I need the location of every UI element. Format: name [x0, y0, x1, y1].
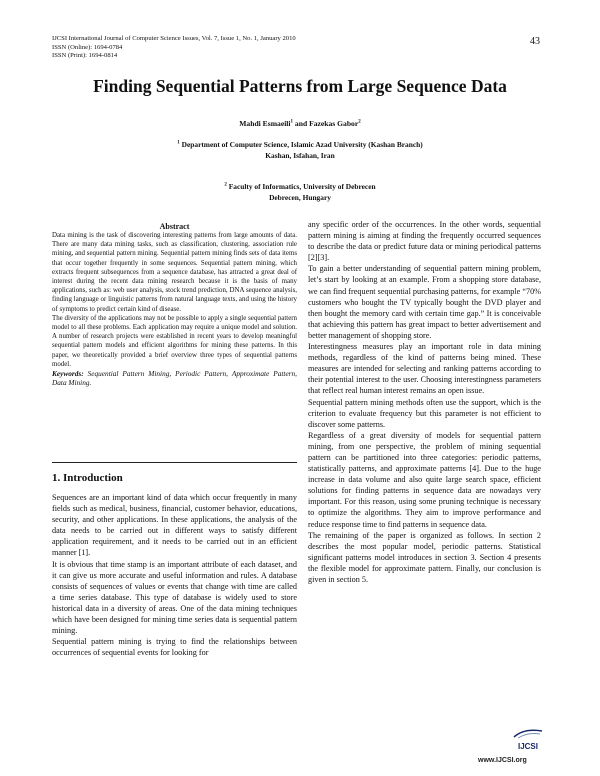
- logo-swoosh-icon: [510, 726, 546, 740]
- issn-print: ISSN (Print): 1694-0814: [52, 52, 118, 60]
- body-paragraph: Regardless of a great diversity of models for sequential pattern mining, from one perspective, the problem of mining sequential pattern can be partitioned into three categories: periodic patterns, statistically patterns, and approximate patterns [4]. Due to the huge increase in data volume and also quite large search space, efficient solutions for finding patterns in sequence data are nowadays very important. For this reason, using some pruning technique is necessary to optimize the algorithms. They aim to improve performance and reduce response time to find patterns in sequence data.: [308, 430, 541, 529]
- body-paragraph: Sequential pattern mining methods often use the support, which is the criterion to evaluate frequency but this parameter is not efficient to discover some patterns.: [308, 397, 541, 429]
- abstract-heading: Abstract: [159, 222, 190, 231]
- body-paragraph: To gain a better understanding of sequential pattern mining problem, let’s start by looking at an example. From a shopping store database, we can find frequent sequential purchasing patterns, for example “70% customers who bought the TV typically bought the DVD player and then bought the memory card with certain time gap.” It is conceivable that achieving this pattern has great impact to better advertisement and better management of shopping store.: [308, 264, 541, 340]
- paper-title: Finding Sequential Patterns from Large Sequence Data: [93, 76, 507, 96]
- body-paragraph: Sequences are an important kind of data which occur frequently in many fields such as medical, business, financial, customer behavior, educations, security, and other applications. In these applications, the analysis of the data needs to be carried out in different ways to satisfy different application requirement, and it needs to be carried out in an efficient manner [1].: [52, 493, 297, 558]
- body-paragraph: any specific order of the occurrences. In the other words, sequential pattern mining is aiming at finding the frequently occurred sequences to describe the data or predict future data or mining periodical patterns [2][3].: [308, 220, 541, 263]
- abstract-paragraph: The diversity of the applications may not be possible to apply a single sequential pattern model to all these problems. Each application may require a unique model and solution. A number of research projects were established in recent years to develop meaningful sequential pattern models and efficient algorithms for mining these patterns. In this paper, we theoretically provided a brief overview three types of sequential patterns model.: [52, 314, 297, 368]
- page-number: 43: [530, 36, 540, 47]
- body-paragraph: The remaining of the paper is organized as follows. In section 2 describes the most popular model, periodic patterns. Statistical significant patterns model introduces in section 3. Section 4 presents the flexible model for approximate pattern. Finally, our conclusion is given in section 5.: [308, 530, 541, 584]
- affiliation-2: $^2$ Faculty of Informatics, University of Debrecen Debrecen, Hungary: [224, 182, 376, 202]
- body-paragraph: It is obvious that time stamp is an important attribute of each dataset, and it can give us more accurate and useful information and rules. A database consists of sequences of values or events that change with time are called a time series database. This type of database is widely used to store historical data in a diversity of areas. One of the data mining techniques which have been designed for mining time series data is sequential pattern mining.: [52, 559, 297, 636]
- abstract-block: [52, 222, 297, 388]
- authors: Mahdi Esmaeili$^1$ and Fazekas Gabor$^2$: [239, 119, 361, 128]
- body-paragraph: Interestingness measures play an important role in data mining methods, regardless of the kind of patterns being mined. These measures are intended for selecting and ranking patterns according to their potential interest to the user. Choosing interestingness parameters that reflect real human interest remains an open issue.: [308, 342, 541, 396]
- section-heading: 1. Introduction: [52, 472, 123, 484]
- issn-online: ISSN (Online): 1694-0784: [52, 43, 123, 51]
- abstract-paragraph: Data mining is the task of discovering interesting patterns from large amounts of data. There are many data mining tasks, such as classification, clustering, association rule mining, and sequential pattern mining. Sequential pattern mining finds sets of data items that occur together frequently in some sequences. Sequential pattern mining, which extracts frequent subsequences from a sequence database, has attracted a great deal of interest during the recent data mining research because it is the basis of many applications, such as: web user analysis, stock trend prediction, DNA sequence analysis, finding language or linguistic patterns from natural language texts, and using the history of symptoms to predict certain kind of disease.: [52, 232, 297, 313]
- introduction-body: [52, 492, 297, 658]
- section-divider: [52, 462, 297, 463]
- journal-line: IJCSI International Journal of Computer Science Issues, Vol. 7, Issue 1, No. 1, January 2010: [52, 35, 296, 42]
- logo-text: IJCSI: [517, 742, 538, 751]
- journal-url[interactable]: www.IJCSI.org: [478, 757, 527, 764]
- right-column: [308, 219, 541, 585]
- affiliation-1: $^1$ Department of Computer Science, Islamic Azad University (Kashan Branch) Kashan, Isfahan, Iran: [177, 140, 423, 160]
- running-header: [52, 35, 492, 61]
- ijcsi-logo: [510, 726, 546, 751]
- keywords: Keywords: Sequential Pattern Mining, Periodic Pattern, Approximate Pattern, Data Mining.: [52, 369, 297, 388]
- author-2: Fazekas Gabor: [309, 119, 359, 128]
- author-1: Mahdi Esmaeili: [239, 119, 291, 128]
- body-paragraph: Sequential pattern mining is trying to find the relationships between occurrences of sequential events for looking for: [52, 637, 297, 658]
